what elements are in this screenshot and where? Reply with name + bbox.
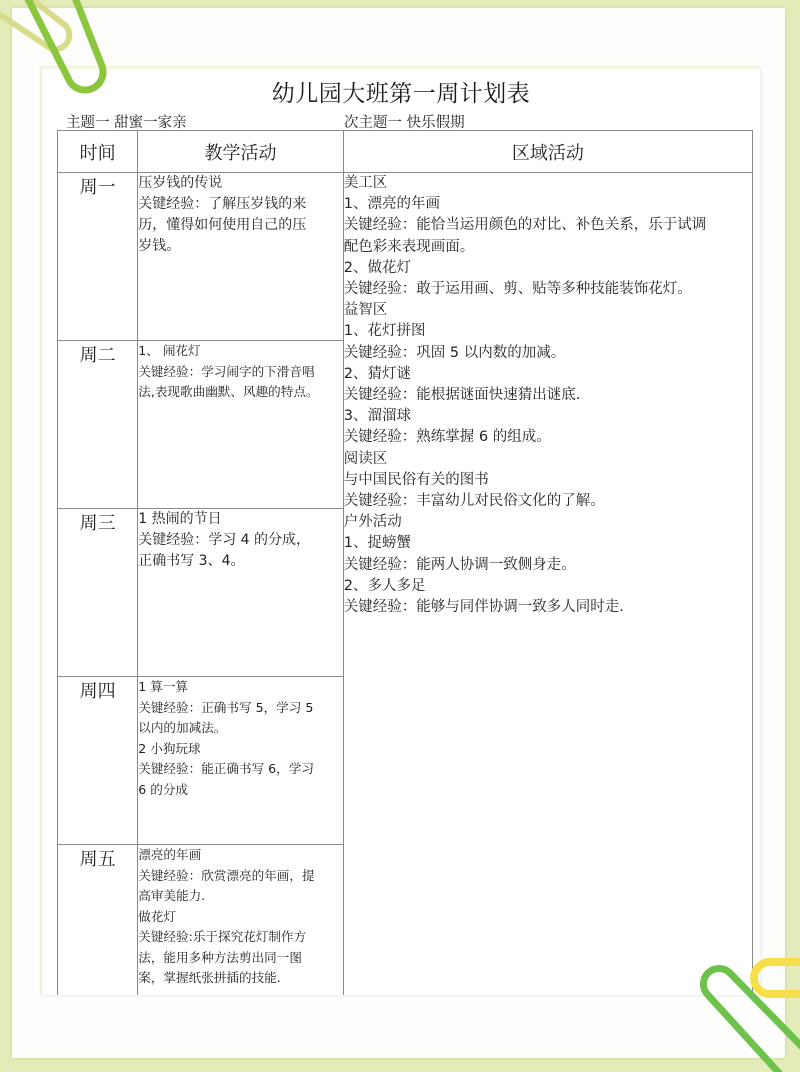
- area-key-experience: 关键经验：能两人协调一致侧身走。: [343, 556, 576, 573]
- area-section-heading: 户外活动: [343, 514, 402, 531]
- plan-page: [40, 66, 760, 995]
- table-header-row: [58, 131, 753, 173]
- area-section-heading: 益智区: [343, 302, 388, 319]
- day-cell: 周四: [58, 677, 138, 845]
- teaching-line: 法,表现歌曲幽默、风趣的特点。: [138, 384, 319, 399]
- teaching-cell: [138, 845, 344, 996]
- area-item: 2、猜灯谜: [343, 365, 412, 382]
- teaching-line: 关键经验：正确书写 5，学习 5: [138, 699, 314, 715]
- day-cell: 周五: [58, 845, 138, 996]
- teaching-line: 1、 闹花灯: [138, 343, 201, 358]
- teaching-cell: [138, 509, 344, 677]
- teaching-line: 高审美能力.: [138, 888, 206, 903]
- teaching-cell: [138, 341, 344, 509]
- teaching-line: 1 算一算: [138, 679, 189, 694]
- teaching-line: 关键经验：欣赏漂亮的年画，提: [138, 867, 315, 883]
- teaching-line: 1 热闹的节日: [138, 511, 222, 527]
- area-section-heading: 美工区: [343, 175, 388, 191]
- area-activities-cell: [343, 173, 752, 996]
- teaching-line: 正确书写 3、4。: [138, 553, 245, 569]
- teaching-line: 压岁钱的传说: [138, 175, 223, 191]
- day-cell: 周二: [58, 341, 138, 509]
- teaching-line: 关键经验：学习闹字的下滑音唱: [138, 363, 315, 379]
- weekly-plan-table: [57, 130, 753, 995]
- table-row: [58, 173, 753, 341]
- area-item: 与中国民俗有关的图书: [343, 471, 489, 488]
- area-key-experience: 关键经验：能恰当运用颜色的对比、补色关系，乐于试调: [343, 217, 707, 234]
- teaching-line: 关键经验:乐于探究花灯制作方: [138, 929, 307, 944]
- teaching-line: 岁钱。: [138, 238, 181, 254]
- area-key-experience: 关键经验：熟练掌握 6 的组成。: [343, 429, 551, 446]
- area-key-experience: 关键经验：能根据谜面快速猜出谜底.: [343, 387, 581, 404]
- area-key-experience: 配色彩来表现画面。: [343, 238, 475, 255]
- page-title: 幼儿园大班第一周计划表: [271, 81, 531, 107]
- teaching-line: 2 小狗玩球: [138, 740, 201, 756]
- area-item: 1、捉螃蟹: [343, 535, 412, 552]
- header-time: 时间: [58, 131, 138, 173]
- area-item: 1、花灯拼图: [343, 323, 426, 340]
- teaching-line: 关键经验：能正确书写 6，学习: [138, 761, 314, 776]
- header-area: 区域活动: [343, 131, 752, 173]
- teaching-line: 以内的加减法。: [138, 720, 227, 735]
- teaching-line: 6 的分成: [138, 781, 189, 797]
- teaching-line: 法，能用多种方法剪出同一图: [138, 949, 302, 965]
- day-cell: 周三: [58, 509, 138, 677]
- teaching-line: 漂亮的年画: [138, 847, 202, 862]
- teaching-cell: [138, 173, 344, 341]
- area-key-experience: 关键经验：敢于运用画、剪、贴等多种技能装饰花灯。: [343, 281, 692, 298]
- area-item: 3、溜溜球: [343, 408, 412, 425]
- teaching-line: 案，掌握纸张拼插的技能.: [138, 970, 281, 985]
- area-section-heading: 阅读区: [343, 450, 388, 467]
- area-key-experience: 关键经验：巩固 5 以内数的加减。: [343, 344, 566, 361]
- theme-label: 主题一 甜蜜一家亲: [66, 115, 187, 131]
- teaching-line: 关键经验：了解压岁钱的来: [138, 196, 307, 212]
- area-key-experience: 关键经验：能够与同伴协调一致多人同时走.: [343, 599, 624, 616]
- area-item: 2、做花灯: [343, 259, 412, 276]
- area-item: 2、多人多足: [343, 577, 426, 594]
- area-key-experience: 关键经验：丰富幼儿对民俗文化的了解。: [343, 493, 605, 510]
- teaching-line: 历，懂得如何使用自己的压: [138, 217, 307, 233]
- header-teaching: 教学活动: [138, 131, 344, 173]
- area-item: 1、漂亮的年画: [343, 196, 441, 213]
- day-cell: 周一: [58, 173, 138, 341]
- sub-theme-label: 次主题一 快乐假期: [344, 115, 465, 131]
- teaching-line: 关键经验：学习 4 的分成，: [138, 532, 311, 548]
- teaching-cell: [138, 677, 344, 845]
- teaching-line: 做花灯: [138, 908, 176, 924]
